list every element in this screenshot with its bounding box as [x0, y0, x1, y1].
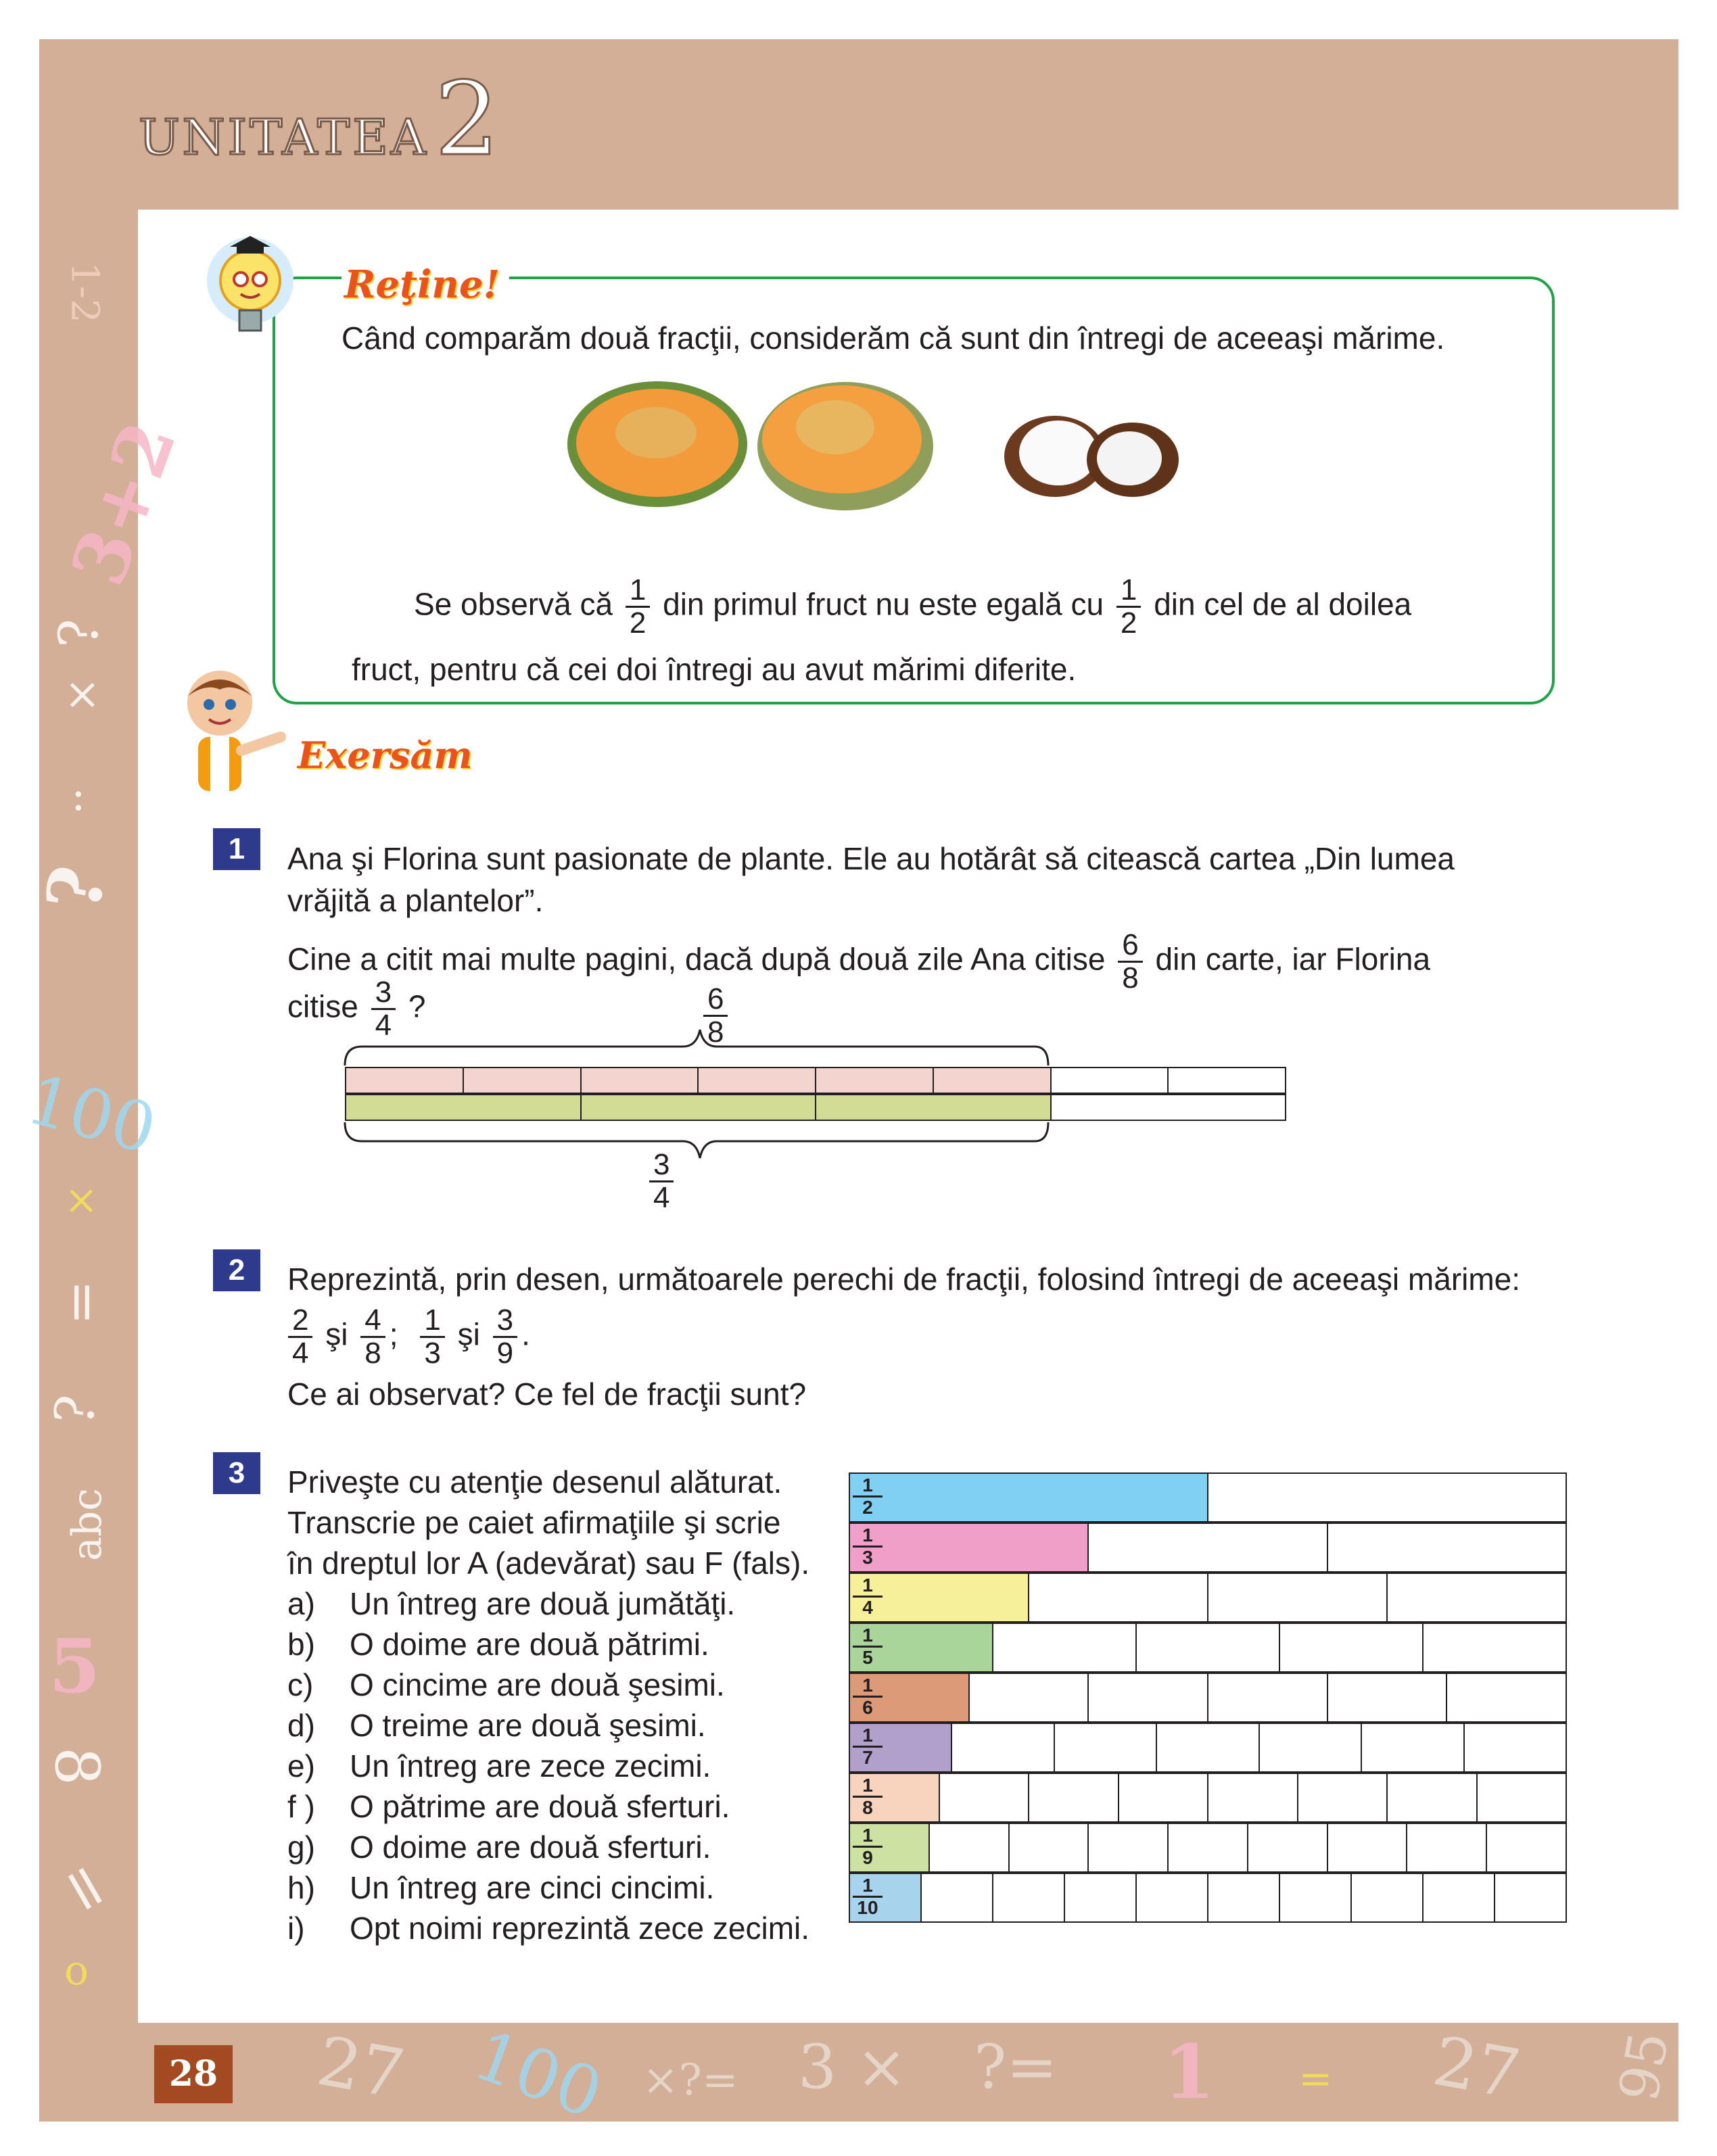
frac-num: 3	[493, 1305, 517, 1338]
statement-letter: a)	[287, 1586, 315, 1621]
lightbulb-mascot-icon	[203, 226, 298, 362]
fraction-label	[853, 1675, 883, 1718]
statement-text: O treime are două şesimi.	[350, 1708, 706, 1743]
decor-left-8: ×	[64, 1176, 99, 1224]
fraction-wall-unit-colored	[849, 1873, 922, 1923]
brace-label-bottom	[649, 1149, 674, 1214]
fraction-wall-row	[849, 1472, 1566, 1523]
frac-num: 1	[853, 1625, 883, 1648]
fraction-wall-unit	[1494, 1873, 1567, 1923]
fraction-wall-unit	[1028, 1773, 1119, 1823]
decor-bottom-2: 100	[463, 2015, 613, 2134]
fraction-label	[853, 1575, 883, 1618]
frac-den: 5	[862, 1647, 873, 1668]
fraction-wall-unit	[1156, 1723, 1259, 1773]
fraction-wall-unit	[1064, 1873, 1137, 1923]
frac-den: 2	[1120, 606, 1137, 640]
statement-text: Un întreg are două jumătăţi.	[350, 1586, 736, 1621]
decor-bottom-3: ×?=	[642, 2055, 738, 2105]
frac-den: 8	[364, 1337, 381, 1370]
statement-text: O pătrime are două sferturi.	[350, 1789, 730, 1824]
fraction-wall-unit-colored	[849, 1472, 1208, 1523]
frac-num: 2	[288, 1305, 312, 1338]
statement-item	[287, 1746, 711, 1786]
fraction-wall-unit	[928, 1823, 1010, 1873]
fraction-wall-row	[849, 1573, 1566, 1623]
decor-left-4: ×	[64, 669, 101, 719]
bar-segment	[1050, 1067, 1169, 1094]
fraction-wall-unit	[1279, 1873, 1352, 1923]
statement-item	[287, 1786, 730, 1827]
fraction-wall-unit-colored	[849, 1523, 1089, 1573]
fraction-wall-unit-colored	[849, 1673, 970, 1723]
bar-segment	[580, 1094, 817, 1121]
unit-title	[139, 61, 502, 178]
statement-letter: i)	[287, 1911, 305, 1946]
ex1-line4-a: citise	[287, 988, 358, 1024]
frac-den: 9	[862, 1847, 873, 1868]
fraction-wall-unit	[1207, 1773, 1298, 1823]
statement-text: O cincime are două şesimi.	[350, 1667, 725, 1702]
statement-text: O doime are două pătrimi.	[350, 1627, 709, 1662]
boy-mascot-icon	[166, 663, 301, 805]
retine-observation	[414, 575, 1411, 639]
decor-bottom-6: 1	[1163, 2028, 1215, 2115]
statement-letter: f )	[287, 1789, 315, 1824]
frac-den: 4	[653, 1181, 670, 1214]
florina-bar	[345, 1094, 1285, 1121]
fraction-label	[853, 1475, 883, 1518]
statement-letter: e)	[287, 1748, 315, 1783]
and-word: şi	[325, 1316, 348, 1352]
brace-bottom	[342, 1121, 1052, 1161]
fraction-ana	[1118, 930, 1142, 994]
frac-num: 1	[1116, 575, 1141, 608]
exercise-number-2: 2	[213, 1249, 260, 1291]
statement-text: O doime are două sferturi.	[350, 1829, 711, 1865]
frac-num: 6	[703, 984, 728, 1017]
ex1-line3-a: Cine a citit mai multe pagini, dacă după două zile Ana citise	[287, 941, 1106, 977]
fraction-wall-row	[849, 1673, 1566, 1723]
frac-den: 3	[424, 1337, 441, 1370]
fraction-wall-unit	[1028, 1573, 1208, 1623]
statement-item	[287, 1583, 735, 1624]
coconut-icon	[1001, 406, 1183, 500]
exercise-number-1: 1	[213, 828, 260, 870]
fraction-wall-unit	[1207, 1673, 1328, 1723]
fraction-4-8	[360, 1305, 385, 1369]
decor-left-5: :	[71, 771, 86, 821]
statement-item	[287, 1705, 706, 1746]
frac-den: 7	[862, 1747, 873, 1768]
ex2-line3: Ce ai observat? Ce fel de fracţii sunt?	[287, 1376, 807, 1412]
obs-before: Se observă că	[414, 586, 613, 622]
statement-item	[287, 1827, 711, 1867]
frac-num: 1	[853, 1725, 883, 1748]
statement-item	[287, 1908, 809, 1948]
decor-bottom-5: ?=	[974, 2032, 1058, 2103]
ex3-intro-2: Transcrie pe caiet afirmaţiile şi scrie	[287, 1505, 781, 1540]
frac-num: 1	[853, 1825, 883, 1848]
fraction-wall-row	[849, 1773, 1566, 1823]
fraction-wall-unit	[1386, 1573, 1567, 1623]
ex1-line1: Ana şi Florina sunt pasionate de plante. Ele au hotărât să citească cartea „Din lumea	[287, 841, 1455, 876]
statement-text: Un întreg are cinci cincimi.	[350, 1870, 715, 1905]
fraction-wall-unit	[1207, 1873, 1280, 1923]
fraction-label	[853, 1875, 883, 1918]
fraction-wall-unit	[968, 1673, 1089, 1723]
retine-title: Reţine!	[342, 262, 509, 307]
frac-num: 3	[371, 977, 396, 1010]
bar-segment	[1050, 1094, 1287, 1121]
frac-den: 8	[707, 1015, 724, 1049]
fraction-wall-unit	[1327, 1523, 1567, 1573]
frac-num: 3	[649, 1149, 674, 1182]
bar-segment	[463, 1067, 582, 1094]
bar-segment	[815, 1094, 1052, 1121]
bar-segment	[1167, 1067, 1286, 1094]
fraction-wall-unit	[1361, 1723, 1464, 1773]
ex1-line4-b: ?	[408, 988, 426, 1024]
frac-den: 6	[862, 1697, 873, 1718]
fraction-wall-unit	[1476, 1773, 1568, 1823]
page-number: 28	[154, 2045, 233, 2103]
frac-num: 1	[853, 1775, 883, 1798]
decor-left-3: ?	[47, 619, 110, 648]
fraction-wall-row	[849, 1723, 1566, 1773]
exercise-number-3: 3	[213, 1452, 260, 1494]
fraction-label	[853, 1725, 883, 1768]
bar-segment	[345, 1094, 582, 1121]
fraction-wall-unit	[1297, 1773, 1388, 1823]
statement-item	[287, 1624, 709, 1664]
fraction-wall-unit	[920, 1873, 993, 1923]
unit-number: 2	[434, 61, 502, 178]
frac-den: 8	[862, 1797, 873, 1818]
fraction-wall-unit	[1259, 1723, 1362, 1773]
decor-left-11: abc	[63, 1488, 111, 1561]
decor-left-7: 100	[19, 1059, 164, 1170]
frac-num: 1	[853, 1675, 883, 1698]
fraction-wall-row	[849, 1623, 1566, 1673]
decor-bottom-7: =	[1298, 2055, 1333, 2103]
exersam-title: Exersăm	[298, 734, 473, 777]
decor-left-2: 3+2	[54, 410, 193, 596]
fraction-wall-unit	[1207, 1472, 1567, 1523]
decor-left-6: ?	[29, 859, 123, 918]
bar-segment	[697, 1067, 816, 1094]
frac-den: 4	[375, 1009, 392, 1042]
statement-letter: h)	[287, 1870, 315, 1905]
fraction-label	[853, 1825, 883, 1868]
fraction-wall-unit	[1486, 1823, 1567, 1873]
decor-left-13: 8	[41, 1746, 113, 1786]
fraction-wall-unit	[1463, 1723, 1567, 1773]
fraction-wall-unit	[1087, 1523, 1327, 1573]
statement-letter: b)	[287, 1627, 315, 1662]
ex1-line2: vrăjită a plantelor”.	[287, 883, 544, 918]
statement-letter: c)	[287, 1667, 314, 1702]
fraction-wall-unit	[1247, 1823, 1328, 1873]
frac-den: 3	[862, 1547, 873, 1568]
bar-segment	[580, 1067, 699, 1094]
fraction-wall-row	[849, 1823, 1566, 1873]
frac-num: 1	[853, 1875, 883, 1898]
fraction-wall-unit	[1087, 1673, 1208, 1723]
frac-num: 1	[853, 1475, 883, 1498]
frac-den: 4	[862, 1597, 873, 1618]
unit-word: UNITATEA	[139, 109, 429, 166]
fraction-wall-unit	[1167, 1823, 1248, 1873]
decor-left-15: o	[64, 1947, 89, 1994]
ex1-line3-b: din carte, iar Florina	[1155, 941, 1431, 977]
fraction-wall-unit	[1327, 1823, 1408, 1873]
bar-segment	[815, 1067, 934, 1094]
fraction-wall-unit	[951, 1723, 1054, 1773]
frac-num: 1	[420, 1305, 444, 1338]
fraction-wall-unit	[1054, 1723, 1157, 1773]
melon-half-right-icon	[754, 379, 937, 514]
fraction-3-9	[493, 1305, 517, 1369]
decor-bottom-8: 27	[1427, 2021, 1526, 2115]
decor-left-10: ?	[41, 1391, 109, 1431]
fraction-wall-unit	[1422, 1873, 1495, 1923]
brace-top	[342, 1026, 1052, 1067]
fraction-wall-row	[849, 1523, 1566, 1573]
fraction-wall-unit	[1406, 1823, 1487, 1873]
fraction-label	[853, 1625, 883, 1668]
end-dot: .	[521, 1316, 530, 1352]
fraction-wall-unit	[1350, 1873, 1424, 1923]
fraction-wall-unit-colored	[849, 1573, 1029, 1623]
fraction-wall-unit	[1087, 1823, 1169, 1873]
frac-den: 4	[292, 1337, 309, 1370]
frac-num: 1	[626, 575, 650, 608]
ex3-intro-1: Priveşte cu atenţie desenul alăturat.	[287, 1464, 782, 1500]
fraction-wall-unit-colored	[849, 1723, 952, 1773]
fraction-wall-unit-colored	[849, 1773, 940, 1823]
obs-mid: din primul fruct nu este egală cu	[663, 586, 1104, 622]
fraction-wall-unit	[1118, 1773, 1209, 1823]
fraction-label	[853, 1525, 883, 1568]
statement-text: Opt noimi reprezintă zece zecimi.	[350, 1911, 810, 1946]
statement-letter: d)	[287, 1708, 315, 1743]
decor-bottom-9: 95	[1607, 2027, 1681, 2106]
fraction-wall-unit	[1279, 1623, 1424, 1673]
fraction-wall-row	[849, 1873, 1566, 1923]
fraction-wall-unit	[1422, 1623, 1567, 1673]
frac-den: 8	[1122, 961, 1139, 995]
statement-item	[287, 1664, 725, 1705]
ana-bar	[345, 1067, 1285, 1094]
decor-left-12: 5	[49, 1623, 101, 1710]
fraction-wall-unit-colored	[849, 1823, 930, 1873]
fraction-wall-unit	[1008, 1823, 1089, 1873]
decor-bottom-1: 27	[311, 2021, 410, 2115]
statement-letter: g)	[287, 1829, 315, 1865]
frac-num: 6	[1118, 930, 1142, 963]
ex1-line3	[287, 930, 1430, 994]
fraction-wall-unit	[939, 1773, 1030, 1823]
fraction-wall-unit	[1135, 1623, 1280, 1673]
fraction-2-4	[288, 1305, 312, 1369]
decor-left-14: =	[43, 1848, 131, 1928]
obs-after: din cel de al doilea	[1154, 586, 1412, 622]
statement-item	[287, 1867, 714, 1908]
bar-segment	[933, 1067, 1052, 1094]
fraction-wall-unit	[1386, 1773, 1478, 1823]
fraction-one-half	[1116, 575, 1141, 639]
decor-left-1: 1-2	[62, 262, 107, 323]
decor-bottom-4: 3 ×	[798, 2032, 908, 2103]
fraction-one-half	[626, 575, 650, 639]
frac-den: 2	[629, 606, 646, 640]
frac-den: 2	[862, 1497, 873, 1518]
retine-observation-line2: fruct, pentru că cei doi întregi au avut mărimi diferite.	[352, 652, 1077, 687]
frac-den: 9	[496, 1337, 514, 1370]
melon-half-left-icon	[565, 379, 751, 510]
statement-text: Un întreg are zece zecimi.	[350, 1748, 711, 1783]
frac-den: 10	[857, 1897, 878, 1918]
ex2-fractions	[284, 1305, 530, 1369]
fraction-wall-unit	[1207, 1573, 1388, 1623]
retine-text: Când comparăm două fracţii, considerăm că sunt din întregi de aceeaşi mărime.	[342, 320, 1445, 356]
ex3-intro-3: în dreptul lor A (adevărat) sau F (fals).	[287, 1546, 810, 1581]
bar-segment	[345, 1067, 464, 1094]
and-word: şi	[457, 1316, 480, 1352]
frac-num: 1	[853, 1575, 883, 1598]
fraction-wall-unit	[1135, 1873, 1208, 1923]
frac-num: 4	[360, 1305, 385, 1338]
fraction-label	[853, 1775, 883, 1818]
separator: ;	[389, 1316, 398, 1352]
fraction-wall-unit	[1446, 1673, 1567, 1723]
decor-left-9: =	[52, 1279, 116, 1326]
frac-num: 1	[853, 1525, 883, 1548]
fraction-wall-unit	[992, 1873, 1065, 1923]
fraction-wall-unit	[1327, 1673, 1448, 1723]
fraction-wall-unit-colored	[849, 1623, 993, 1673]
fraction-1-3	[420, 1305, 444, 1369]
fraction-wall-unit	[992, 1623, 1137, 1673]
ex2-line1: Reprezintă, prin desen, următoarele perechi de fracţii, folosind întregi de aceeaşi mărime:	[287, 1262, 1521, 1297]
